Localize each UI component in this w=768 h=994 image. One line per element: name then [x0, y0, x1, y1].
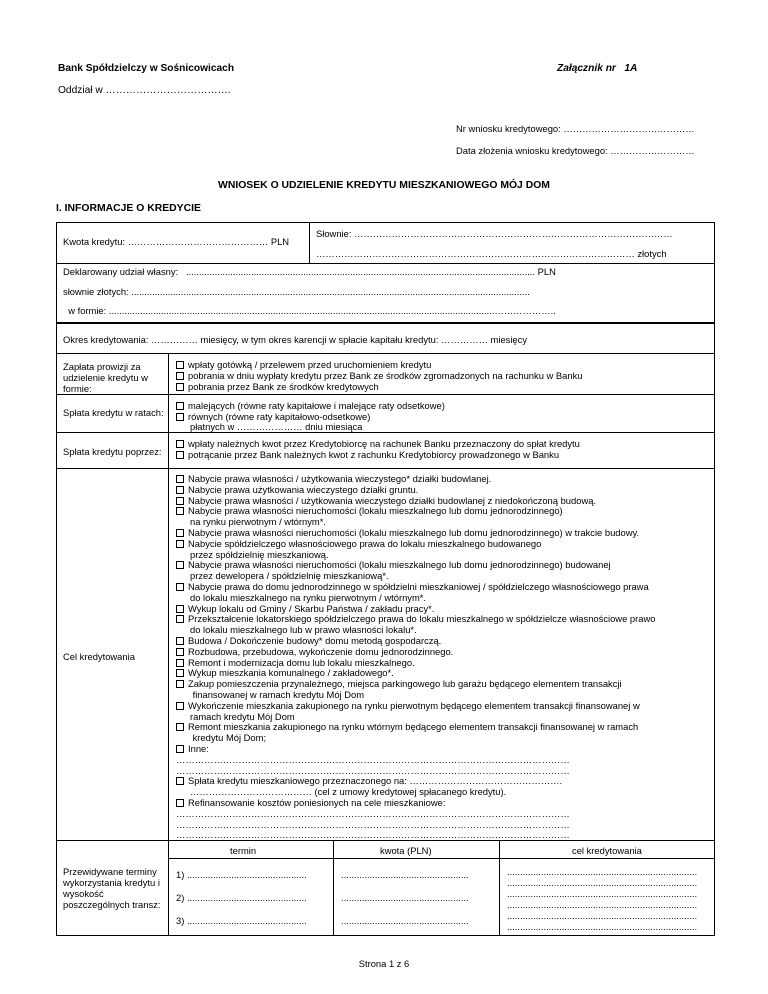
purpose-line: [190, 786, 506, 797]
purpose-text: ramach kredytu Mój Dom: [190, 710, 295, 722]
purpose-text: Refinansowanie kosztów poniesionych na cele mieszkaniowe:: [188, 797, 446, 808]
commission-label: Zapłata prowizji za udzielenie kredytu w formie:: [63, 361, 148, 394]
purpose-text: Zakup pomieszczenia przynależnego, miejsca parkingowego lub garażu będącego elementem transakcji: [188, 678, 622, 690]
header-purpose: cel kredytowania: [572, 845, 642, 856]
purpose-text: Budowa / Dokończenie budowy* domu metodą gospodarczą.: [188, 635, 442, 646]
purpose-line[interactable]: [176, 829, 570, 840]
checkbox[interactable]: [176, 486, 184, 494]
row-divider: [168, 858, 715, 859]
tranche-purpose-4[interactable]: .........................................................................: [507, 899, 698, 910]
installments-label: Spłata kredytu w ratach:: [63, 407, 164, 418]
purpose-text: Wykup lokalu od Gminy / Skarbu Państwa / zakładu pracy*.: [188, 602, 435, 614]
repayment-option-1[interactable]: wpłaty należnych kwot przez Kredytobiorcę na rachunek Banku przeznaczony do spłat kredytu: [176, 438, 580, 449]
purpose-line[interactable]: [176, 603, 434, 614]
purpose-text: Inne:: [188, 743, 209, 754]
purpose-line[interactable]: [176, 505, 563, 516]
purpose-line[interactable]: [176, 775, 562, 786]
purpose-text: kredytu Mój Dom;: [190, 732, 267, 744]
purpose-text: przez spółdzielnię mieszkaniową.: [190, 548, 329, 560]
tranche-amount-3[interactable]: .................................................: [341, 915, 469, 926]
purpose-text: finansowanej w ramach kredytu Mój Dom: [190, 689, 365, 700]
purpose-text: Rozbudowa, przebudowa, wykończenie domu jednorodzinnego.: [188, 645, 454, 657]
purpose-text: Nabycie prawa użytkowania wieczystego działki gruntu.: [188, 483, 419, 495]
tranche-term-3[interactable]: 3) ..............................................: [176, 915, 307, 926]
col-divider: [499, 840, 500, 936]
tranche-purpose-6[interactable]: .........................................................................: [507, 921, 698, 932]
divider: [309, 222, 310, 264]
own-contribution-field[interactable]: Deklarowany udział własny: ...................................................................................................................................... PLN: [63, 266, 556, 277]
purpose-text: Nabycie prawa własności / użytkowania wieczystego* działki budowlanej.: [188, 473, 492, 484]
checkbox[interactable]: [176, 507, 184, 515]
checkbox[interactable]: [176, 583, 184, 591]
purpose-text: Remont mieszkania zakupionego na rynku wtórnym będącego elementem transakcji finansowanej w ramach: [188, 721, 639, 733]
checkbox[interactable]: [176, 669, 184, 677]
purpose-line[interactable]: [176, 495, 596, 506]
purpose-line[interactable]: [176, 754, 570, 765]
checkbox[interactable]: [176, 745, 184, 753]
checkbox[interactable]: [176, 361, 184, 369]
col-divider: [333, 840, 334, 936]
purpose-line[interactable]: [176, 667, 394, 678]
row-divider: [56, 432, 715, 433]
purpose-label: Cel kredytowania: [63, 651, 135, 662]
amount-words-field[interactable]: Słownie: …………………………………………………………………………………………: [316, 228, 673, 239]
checkbox[interactable]: [176, 648, 184, 656]
purpose-line: [190, 689, 364, 700]
purpose-text: ………………………………… (cel z umowy kredytowej spłacanego kredytu).: [190, 786, 507, 798]
purpose-line[interactable]: [176, 473, 491, 484]
purpose-text: przez dewelopera / spółdzielnię mieszkaniową*.: [190, 570, 389, 582]
tranche-term-1[interactable]: 1) ..............................................: [176, 869, 307, 880]
checkbox[interactable]: [176, 777, 184, 785]
checkbox[interactable]: [176, 475, 184, 483]
section-title: I. INFORMACJE O KREDYCIE: [56, 203, 201, 214]
own-contribution-form[interactable]: w formie: ....................................................................................................................................................………………..: [63, 305, 556, 316]
purpose-text: ………………………………………………………………………………………………………………: [176, 753, 570, 765]
commission-option-2[interactable]: pobrania w dniu wypłaty kredytu przez Bank ze środków zgromadzonych na rachunku w Banku: [176, 370, 582, 381]
tranche-purpose-2[interactable]: .........................................................................: [507, 877, 698, 888]
repayment-option-2[interactable]: potrącanie przez Bank należnych kwot z rachunku Kredytobiorcy prowadzonego w Banku: [176, 449, 559, 460]
purpose-line[interactable]: [176, 721, 638, 732]
purpose-line[interactable]: [176, 484, 418, 495]
purpose-text: ………………………………………………………………………………………………………………: [176, 807, 570, 819]
own-contribution-words[interactable]: słownie złotych: .........................................................................................................................................................: [63, 286, 530, 297]
purpose-text: do lokalu mieszkalnego lub w prawo własności lokalu*.: [190, 624, 417, 636]
commission-option-3[interactable]: pobrania przez Bank ze środków kredytowych: [176, 381, 379, 392]
credit-period-field[interactable]: Okres kredytowania: …………… miesięcy, w tym okres karencji w spłacie kapitału kredytu: …………… miesięcy: [63, 334, 528, 345]
label-column-divider: [168, 353, 169, 936]
checkbox[interactable]: [176, 372, 184, 380]
checkbox[interactable]: [176, 659, 184, 667]
checkbox[interactable]: [176, 413, 184, 421]
commission-option-1[interactable]: wpłaty gotówką / przelewem przed uruchomieniem kredytu: [176, 359, 431, 370]
purpose-line[interactable]: [176, 581, 649, 592]
bank-name: Bank Spółdzielczy w Sośnicowicach: [58, 63, 235, 74]
repayment-label: Spłata kredytu poprzez:: [63, 446, 162, 457]
row-divider: [56, 394, 715, 395]
branch-field[interactable]: Oddział w ……………………………….: [58, 85, 231, 96]
checkbox[interactable]: [176, 702, 184, 710]
purpose-text: do lokalu mieszkalnego na rynku pierwotnym / wtórnym*.: [190, 591, 427, 603]
application-number-field[interactable]: Nr wniosku kredytowego: ……………………………………: [456, 123, 695, 134]
purpose-text: na rynku pierwotnym / wtórnym*.: [190, 516, 326, 528]
purpose-line: [190, 570, 389, 581]
attachment-number: Załącznik nr 1A: [557, 63, 638, 74]
purpose-line[interactable]: [176, 646, 453, 657]
purpose-text: Nabycie spółdzielczego własnościowego prawa do lokalu mieszkalnego budowanego: [188, 537, 542, 549]
purpose-line[interactable]: [176, 808, 570, 819]
purpose-line[interactable]: [176, 819, 570, 830]
amount-field[interactable]: Kwota kredytu: ……………………………………… PLN: [63, 236, 290, 247]
header-amount: kwota (PLN): [380, 845, 432, 856]
application-date-field[interactable]: Data złożenia wniosku kredytowego: ………………………: [456, 145, 695, 156]
purpose-text: Wykończenie mieszkania zakupionego na rynku pierwotnym będącego elementem transakcji finansowanej w: [188, 699, 640, 711]
checkbox[interactable]: [176, 561, 184, 569]
purpose-line[interactable]: [176, 765, 570, 776]
purpose-text: ………………………………………………………………………………………………………………: [176, 829, 570, 841]
purpose-text: Wykup mieszkania komunalnego / zakładowego*.: [188, 667, 394, 679]
checkbox[interactable]: [176, 383, 184, 391]
checkbox[interactable]: [176, 605, 184, 613]
checkbox[interactable]: [176, 440, 184, 448]
checkbox[interactable]: [176, 637, 184, 645]
row-divider: [56, 468, 715, 469]
purpose-line[interactable]: [176, 743, 209, 754]
purpose-text: ………………………………………………………………………………………………………………: [176, 818, 570, 830]
purpose-text: ………………………………………………………………………………………………………………: [176, 764, 570, 776]
purpose-text: Nabycie prawa do domu jednorodzinnego w spółdzielni mieszkaniowej / spółdzielczego własnościowego prawa: [188, 581, 649, 592]
tranche-amount-1[interactable]: .................................................: [341, 869, 469, 880]
checkbox[interactable]: [176, 402, 184, 410]
purpose-text: Nabycie prawa własności nieruchomości (lokalu mieszkalnego lub domu jednorodzinnego): [188, 505, 563, 517]
checkbox[interactable]: [176, 451, 184, 459]
page-number: Strona 1 z 6: [358, 958, 410, 969]
purpose-line[interactable]: [176, 635, 441, 646]
purpose-line: [190, 624, 417, 635]
purpose-line[interactable]: [176, 657, 415, 668]
document-title: WNIOSEK O UDZIELENIE KREDYTU MIESZKANIOWEGO MÓJ DOM: [218, 180, 550, 191]
purpose-line[interactable]: [176, 700, 640, 711]
purpose-line[interactable]: [176, 613, 655, 624]
installments-option-2[interactable]: równych (równe raty kapitałowo-odsetkowe): [176, 411, 370, 422]
checkbox[interactable]: [176, 799, 184, 807]
checkbox[interactable]: [176, 497, 184, 505]
tranches-label: Przewidywane terminy wykorzystania kredytu i wysokość poszczególnych transz:: [63, 866, 161, 910]
purpose-line: [190, 592, 426, 603]
purpose-line: [190, 516, 326, 527]
tranche-term-2[interactable]: 2) ..............................................: [176, 892, 307, 903]
header-term: termin: [230, 845, 257, 856]
purpose-line[interactable]: [176, 797, 445, 808]
checkbox[interactable]: [176, 529, 184, 537]
purpose-text: Przekształcenie lokatorskiego spółdzielczego prawa do lokalu mieszkalnego w spółdzielcze własnościowe prawo: [188, 613, 656, 625]
purpose-line[interactable]: [176, 678, 622, 689]
purpose-text: Nabycie prawa własności / użytkowania wieczystego działki budowlanej z niedokończoną budową.: [188, 494, 597, 506]
checkbox[interactable]: [176, 723, 184, 731]
purpose-line[interactable]: [176, 527, 639, 538]
purpose-line: [190, 549, 329, 560]
purpose-text: Nabycie prawa własności nieruchomości (lokalu mieszkalnego lub domu jednorodzinnego) w trakcie budowy.: [188, 527, 640, 538]
tranche-amount-2[interactable]: .................................................: [341, 892, 469, 903]
installments-option-1[interactable]: malejących (równe raty kapitałowe i malejące raty odsetkowe): [176, 400, 445, 411]
purpose-line[interactable]: [176, 538, 541, 549]
checkbox[interactable]: [176, 540, 184, 548]
purpose-line[interactable]: [176, 559, 611, 570]
tranche-purpose-1[interactable]: .........................................................................: [507, 866, 698, 877]
checkbox[interactable]: [176, 680, 184, 688]
purpose-text: Spłata kredytu mieszkaniowego przeznaczonego na: ………………………………………….: [188, 775, 563, 787]
checkbox[interactable]: [176, 615, 184, 623]
tranche-purpose-3[interactable]: .........................................................................: [507, 888, 698, 899]
installments-day-field[interactable]: płatnych w ………………… dniu miesiąca: [190, 421, 363, 432]
purpose-line: [190, 732, 266, 743]
amount-words-line2[interactable]: ………………………………………………………………………………………… złotych: [316, 248, 667, 259]
tranche-purpose-5[interactable]: .........................................................................: [507, 910, 698, 921]
purpose-text: Remont i modernizacja domu lub lokalu mieszkalnego.: [188, 656, 415, 668]
purpose-line: [190, 711, 295, 722]
purpose-text: Nabycie prawa własności nieruchomości (lokalu mieszkalnego lub domu jednorodzinnego) budowanej: [188, 559, 611, 571]
